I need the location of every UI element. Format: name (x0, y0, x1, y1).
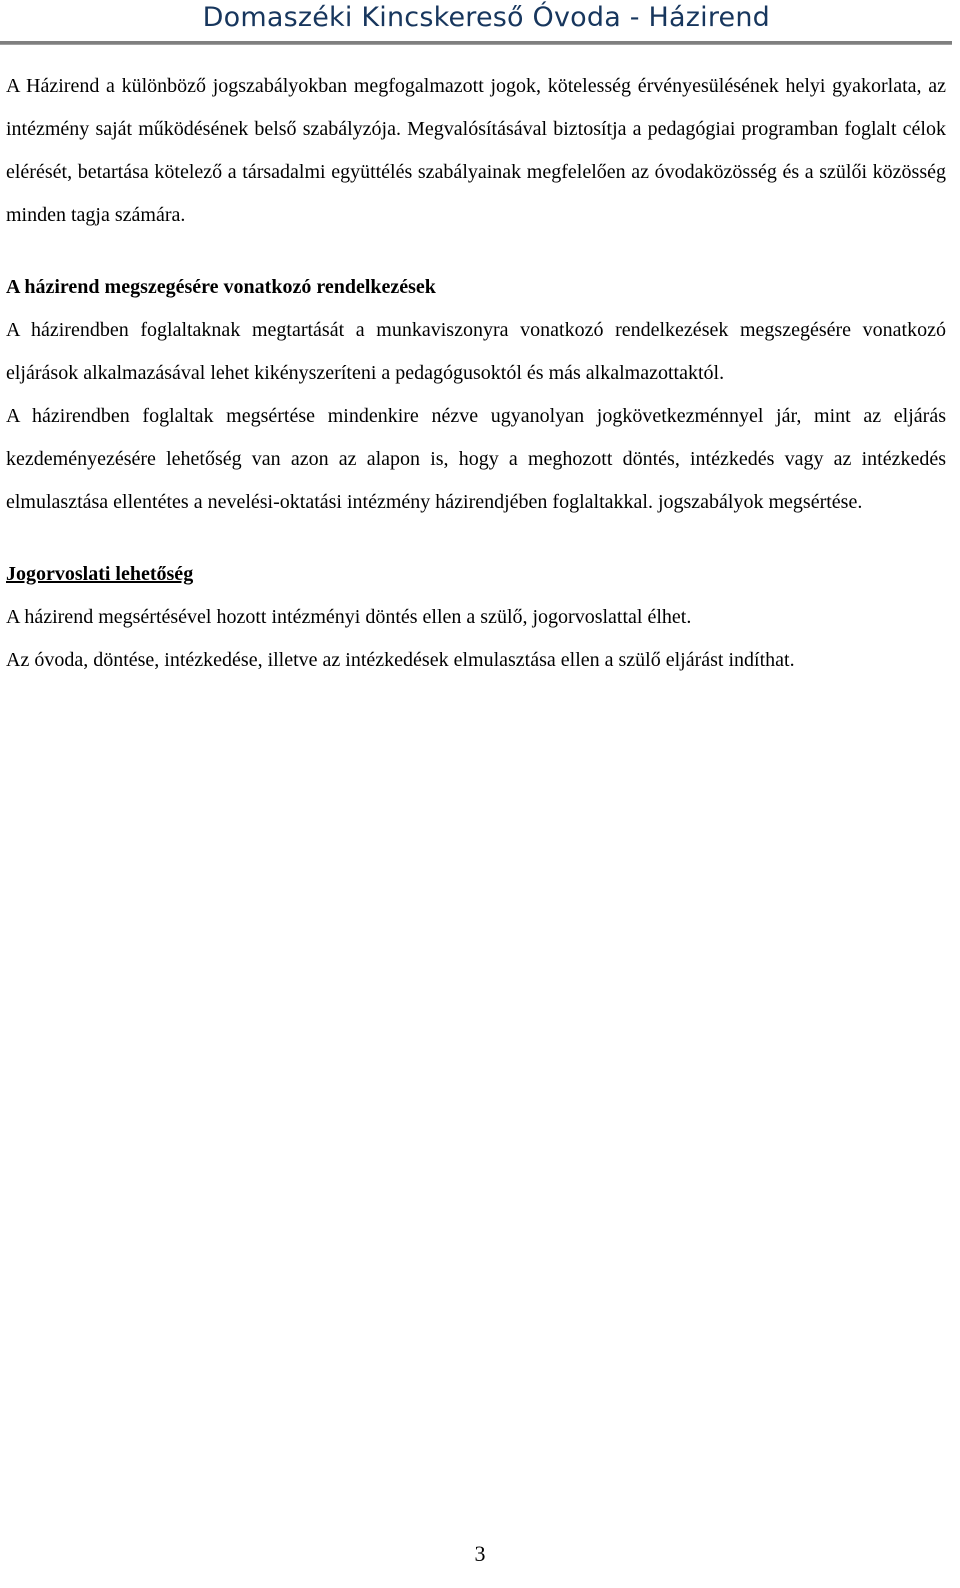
section-heading-violation: A házirend megszegésére vonatkozó rendelkezések (6, 276, 436, 298)
remedy-paragraph-2: Az óvoda, döntése, intézkedése, illetve az intézkedések elmulasztása ellen a szülő eljárást indíthat. (6, 649, 795, 671)
violation-paragraph-1: A házirendben foglaltaknak megtartását a munkaviszonyra vonatkozó rendelkezések megszegésére vonatkozó eljárások alkalmazásával lehet kikényszeríteni a pedagógusoktól és más alkalmazottaktól. (6, 319, 946, 384)
intro-paragraph: A Házirend a különböző jogszabályokban megfogalmazott jogok, kötelesség érvényesülésének helyi gyakorlata, az intézmény saját működésének belső szabályzója. Megvalósításával biztosítja a pedagógiai programban foglalt célok elérését, betartása kötelező a társadalmi együttélés szabályainak megfelelően az óvodaközösség és a szülői közösség minden tagja számára. (6, 75, 946, 226)
violation-paragraph-2: A házirendben foglaltak megsértése mindenkire nézve ugyanolyan jogkövetkezménnyel jár, mint az eljárás kezdeményezésére lehetőség van azon az alapon is, hogy a meghozott döntés, intézkedés vagy az intézkedés elmulasztása ellentétes a nevelési-oktatási intézmény házirendjében foglaltakkal. jogszabályok megsértése. (6, 405, 946, 513)
page-number: 3 (474, 1541, 486, 1566)
document-body (6, 65, 946, 682)
header-divider (0, 41, 952, 45)
page-header (0, 0, 960, 48)
section-heading-remedy: Jogorvoslati lehetőség (6, 563, 194, 585)
document-title: Domaszéki Kincskereső Óvoda - Házirend (202, 2, 770, 33)
remedy-paragraph-1: A házirend megsértésével hozott intézményi döntés ellen a szülő, jogorvoslattal élhet. (6, 606, 692, 628)
